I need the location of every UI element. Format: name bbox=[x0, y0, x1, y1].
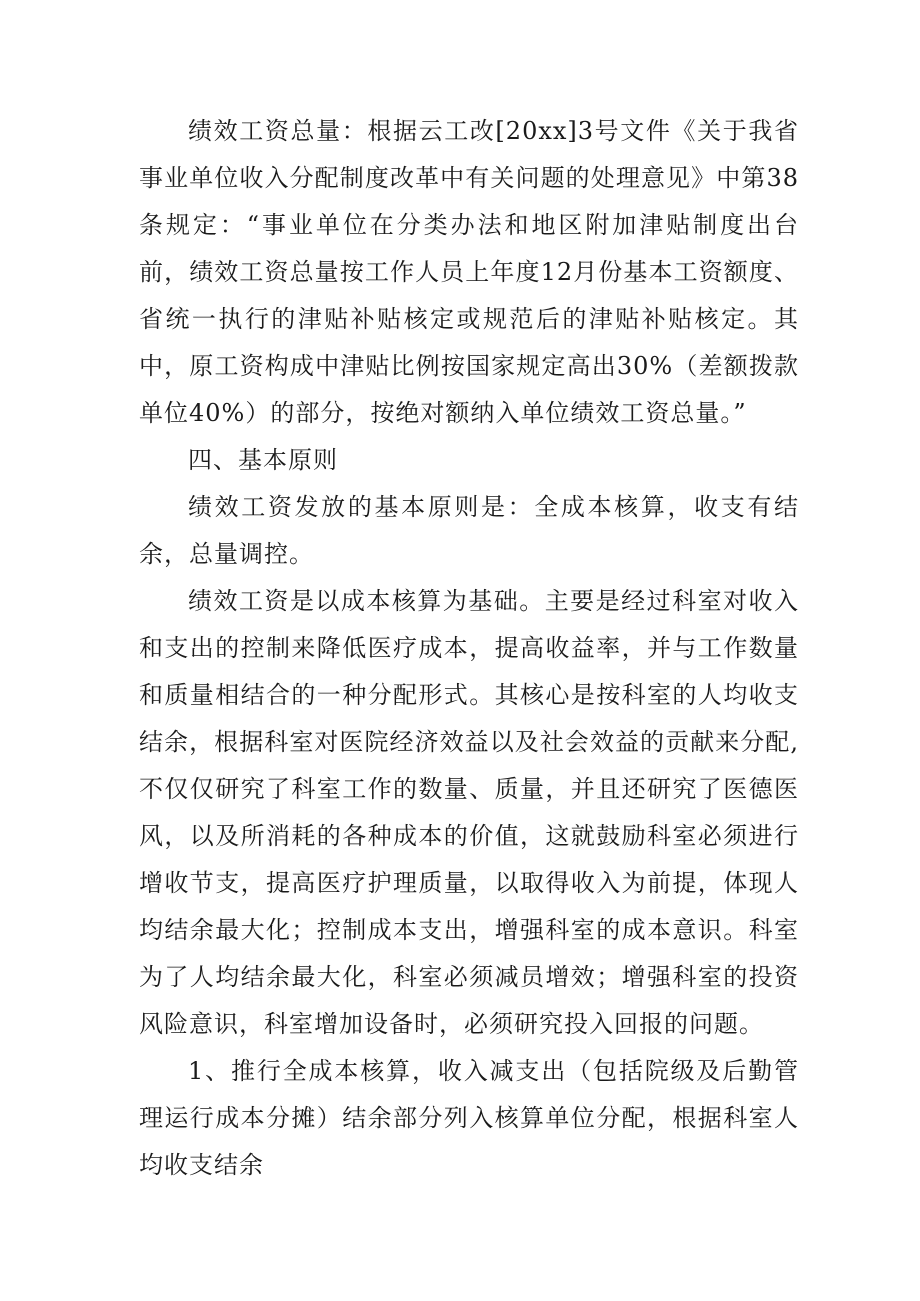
section-heading-basic-principles: 四、基本原则 bbox=[188, 446, 338, 474]
paragraph-performance-pay-total: 绩效工资总量：根据云工改[20xx]3号文件《关于我省事业单位收入分配制度改革中有关问题的处理意见》中第38条规定：“事业单位在分类办法和地区附加津贴制度出台前，绩效工资总量按工作人员上年度12月份基本工资额度、省统一执行的津贴补贴核定或规范后的津贴补贴核定。其中，原工资构成中津贴比例按国家规定高出30%（差额拨款单位40%）的部分，按绝对额纳入单位绩效工资总量。” bbox=[139, 117, 799, 427]
paragraph-item-1-full-cost: 1、推行全成本核算，收入减支出（包括院级及后勤管理运行成本分摊）结余部分列入核算单位分配，根据科室人均收支结余 bbox=[139, 1057, 799, 1179]
paragraph-basic-principles: 绩效工资发放的基本原则是：全成本核算，收支有结余，总量调控。 bbox=[139, 493, 799, 568]
document-body bbox=[139, 108, 799, 1189]
paragraph-cost-accounting: 绩效工资是以成本核算为基础。主要是经过科室对收入和支出的控制来降低医疗成本，提高收益率，并与工作数量和质量相结合的一种分配形式。其核心是按科室的人均收支结余，根据科室对医院经济效益以及社会效益的贡献来分配,不仅仅研究了科室工作的数量、质量，并且还研究了医德医风，以及所消耗的各种成本的价值，这就鼓励科室必须进行增收节支，提高医疗护理质量，以取得收入为前提，体现人均结余最大化；控制成本支出，增强科室的成本意识。科室为了人均结余最大化，科室必须减员增效；增强科室的投资风险意识，科室增加设备时，必须研究投入回报的问题。 bbox=[139, 587, 799, 1038]
